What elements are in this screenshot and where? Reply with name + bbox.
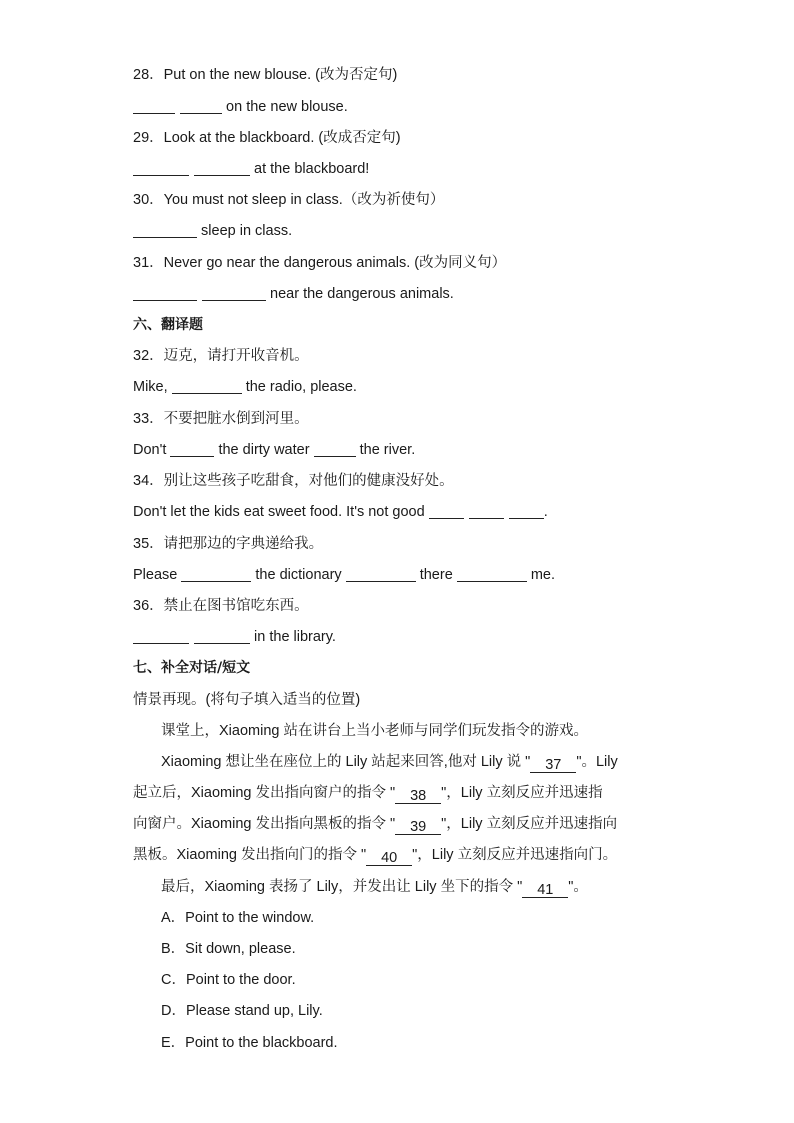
q28-tail: on the new blouse.	[226, 99, 348, 115]
passage-text: "，Lily 立刻反应并迅速指	[441, 785, 603, 801]
section-7-heading: 七、补全对话/短文	[133, 660, 251, 676]
option-a[interactable]: A．Point to the window.	[161, 910, 315, 926]
q34-blank-3[interactable]	[509, 502, 544, 519]
q36-answer-line	[133, 625, 693, 649]
q33-answer-line	[133, 438, 693, 462]
q30-tail: sleep in class.	[201, 223, 293, 239]
q28-blank-1[interactable]	[133, 97, 175, 114]
q32-blank-1[interactable]	[172, 377, 242, 394]
q32-answer-line	[133, 375, 693, 399]
q36-blank-2[interactable]	[194, 627, 250, 644]
passage-text: "。Lily	[576, 754, 618, 770]
option-b[interactable]: B．Sit down, please.	[161, 941, 296, 957]
q33-part-3: the river.	[359, 442, 416, 458]
blank-40[interactable]: 40	[366, 849, 412, 866]
q33-part-2: the dirty water	[218, 442, 310, 458]
q31-prompt: 31．Never go near the dangerous animals. (改为同义句）	[133, 255, 507, 271]
q36-tail: in the library.	[254, 629, 336, 645]
option-d[interactable]: D．Please stand up, Lily.	[161, 1003, 323, 1019]
q35-prompt: 35．请把那边的字典递给我。	[133, 536, 324, 552]
q31-blank-1[interactable]	[133, 284, 197, 301]
q35-blank-3[interactable]	[457, 565, 527, 582]
blank-39[interactable]: 39	[395, 818, 441, 835]
q28-prompt: 28．Put on the new blouse. (改为否定句)	[133, 67, 398, 83]
passage-text: 黑板。Xiaoming 发出指向门的指令 "	[133, 847, 367, 863]
q33-blank-1[interactable]	[170, 440, 214, 457]
passage-text: 最后，Xiaoming 表扬了 Lily，并发出让 Lily 坐下的指令 "	[161, 879, 523, 895]
blank-41[interactable]: 41	[522, 881, 568, 898]
option-e[interactable]: E．Point to the blackboard.	[161, 1035, 338, 1051]
blank-37[interactable]: 37	[530, 756, 576, 773]
q35-answer-line	[133, 563, 693, 587]
q29-tail: at the blackboard!	[254, 161, 370, 177]
q29-answer-line	[133, 157, 693, 181]
section-6-heading: 六、翻译题	[133, 317, 203, 333]
q34-answer-line	[133, 500, 693, 524]
q33-prompt: 33．不要把脏水倒到河里。	[133, 411, 309, 427]
q32-prompt: 32．迈克，请打开收音机。	[133, 348, 309, 364]
q35-part-2: the dictionary	[255, 567, 342, 583]
q30-answer-line	[133, 219, 693, 243]
q28-answer-line	[133, 95, 693, 119]
passage-line-5	[161, 875, 721, 899]
q35-blank-2[interactable]	[346, 565, 416, 582]
passage-line-4	[133, 843, 693, 867]
passage-paragraph-1: 课堂上，Xiaoming 站在讲台上当小老师与同学们玩发指令的游戏。	[161, 723, 588, 739]
q33-part-1: Don't	[133, 442, 167, 458]
q34-prompt: 34．别让这些孩子吃甜食，对他们的健康没好处。	[133, 473, 454, 489]
q29-blank-2[interactable]	[194, 159, 250, 176]
passage-text: "，Lily 立刻反应并迅速指向	[441, 816, 618, 832]
passage-line-1	[161, 750, 721, 774]
q36-prompt: 36．禁止在图书馆吃东西。	[133, 598, 309, 614]
q34-blank-1[interactable]	[429, 502, 464, 519]
q32-part-2: the radio, please.	[245, 379, 357, 395]
q31-blank-2[interactable]	[202, 284, 266, 301]
q31-answer-line	[133, 282, 693, 306]
q35-part-1: Please	[133, 567, 178, 583]
passage-text: "。	[568, 879, 588, 895]
q32-part-1: Mike,	[133, 379, 168, 395]
q33-blank-2[interactable]	[314, 440, 356, 457]
q30-prompt: 30．You must not sleep in class.（改为祈使句）	[133, 192, 445, 208]
passage-line-3	[133, 812, 693, 836]
passage-line-2	[133, 781, 693, 805]
q29-prompt: 29．Look at the blackboard. (改成否定句)	[133, 130, 401, 146]
q35-blank-1[interactable]	[181, 565, 251, 582]
q35-part-4: me.	[530, 567, 556, 583]
option-c[interactable]: C．Point to the door.	[161, 972, 296, 988]
q34-end: .	[543, 504, 548, 520]
blank-38[interactable]: 38	[395, 787, 441, 804]
q30-blank-1[interactable]	[133, 221, 197, 238]
q29-blank-1[interactable]	[133, 159, 189, 176]
passage-text: Xiaoming 想让坐在座位上的 Lily 站起来回答,他对 Lily 说 "	[161, 754, 531, 770]
q34-blank-2[interactable]	[469, 502, 504, 519]
q35-part-3: there	[419, 567, 453, 583]
q31-tail: near the dangerous animals.	[270, 286, 454, 302]
q34-part-1: Don't let the kids eat sweet food. It's not good	[133, 504, 425, 520]
q36-blank-1[interactable]	[133, 627, 189, 644]
passage-text: "，Lily 立刻反应并迅速指向门。	[412, 847, 618, 863]
passage-text: 向窗户。Xiaoming 发出指向黑板的指令 "	[133, 816, 396, 832]
passage-text: 起立后，Xiaoming 发出指向窗户的指令 "	[133, 785, 396, 801]
passage-instruction: 情景再现。(将句子填入适当的位置)	[133, 692, 361, 708]
q28-blank-2[interactable]	[180, 97, 222, 114]
